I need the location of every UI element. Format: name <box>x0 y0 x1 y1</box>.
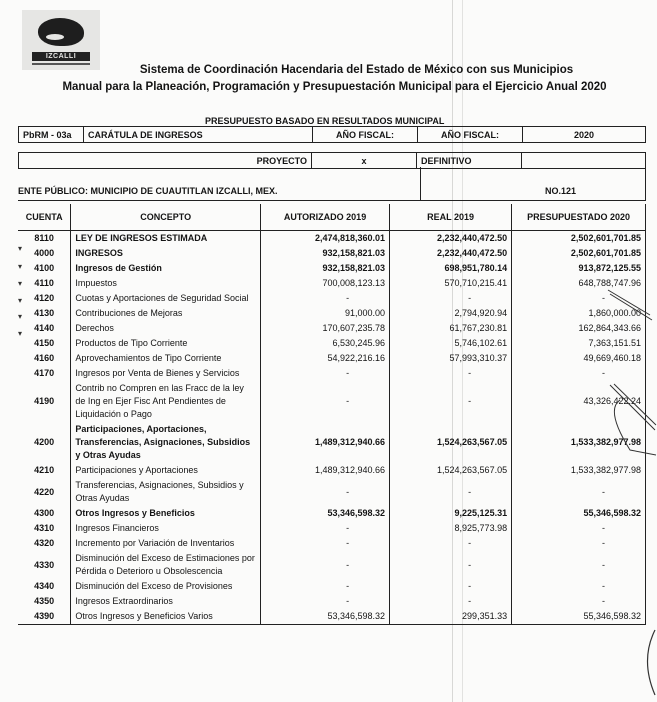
presupuestado-2020-cell: 1,860,000.00 <box>512 306 646 321</box>
divider <box>645 167 646 201</box>
table-row <box>18 261 646 276</box>
autorizado-2019-cell: - <box>260 579 389 594</box>
column-header-cuenta: CUENTA <box>18 204 71 231</box>
margin-tick-mark: ▾ <box>18 244 23 253</box>
real-2019-cell: 8,925,773.98 <box>390 521 512 536</box>
cuenta-cell: 4350 <box>34 596 55 606</box>
presupuestado-2020-cell: - <box>512 551 646 579</box>
real-2019-cell: - <box>390 381 512 422</box>
margin-tick-mark: ▾ <box>18 262 23 271</box>
cuenta-cell: 4100 <box>34 263 55 273</box>
table-row <box>18 246 646 261</box>
concepto-cell: Ingresos de Gestión <box>71 261 261 276</box>
concepto-cell: Contrib no Compren en las Fracc de la ley de Ing en Ejer Fisc Ant Pendientes de Liquidación o Pago <box>71 381 261 422</box>
real-2019-cell: 1,524,263,567.05 <box>390 422 512 463</box>
cuenta-cell: 4160 <box>34 353 55 363</box>
document-title: Sistema de Coordinación Hacendaria del Estado de México con sus Municipios <box>139 64 574 76</box>
income-table <box>18 204 646 625</box>
presupuestado-2020-cell: 2,502,601,701.85 <box>512 231 646 247</box>
divider <box>420 167 421 201</box>
autorizado-2019-cell: 1,489,312,940.66 <box>260 463 389 478</box>
cuenta-cell: 4310 <box>34 523 55 533</box>
real-2019-cell: 2,232,440,472.50 <box>390 246 512 261</box>
ente-number: NO.121 <box>545 186 577 196</box>
form-status-row <box>18 152 646 169</box>
cuenta-cell: 4130 <box>34 308 55 318</box>
cuenta-cell: 4190 <box>34 396 55 406</box>
margin-tick-mark: ▾ <box>18 279 23 288</box>
proyecto-label: PROYECTO <box>19 153 312 169</box>
autorizado-2019-cell: - <box>260 536 389 551</box>
table-row <box>18 276 646 291</box>
real-2019-cell: 1,524,263,567.05 <box>390 463 512 478</box>
section-title: PRESUPUESTO BASADO EN RESULTADOS MUNICIPAL <box>205 116 445 126</box>
municipal-logo <box>22 10 100 70</box>
table-row <box>18 579 646 594</box>
table-header-row <box>18 204 646 231</box>
proyecto-checkbox[interactable]: x <box>312 153 417 169</box>
presupuestado-2020-cell: 162,864,343.66 <box>512 321 646 336</box>
autorizado-2019-cell: - <box>260 551 389 579</box>
table-row <box>18 231 646 247</box>
margin-tick-mark: ▾ <box>18 296 23 305</box>
real-2019-cell: - <box>390 551 512 579</box>
cuenta-cell: 4210 <box>34 465 55 475</box>
concepto-cell: Ingresos por Venta de Bienes y Servicios <box>71 366 261 381</box>
real-2019-cell: - <box>390 536 512 551</box>
cuenta-cell: 4120 <box>34 293 55 303</box>
autorizado-2019-cell: - <box>260 594 389 609</box>
fiscal-year-value: 2020 <box>523 127 646 143</box>
presupuestado-2020-cell: 1,533,382,977.98 <box>512 463 646 478</box>
column-header-presupuestado-2020: PRESUPUESTADO 2020 <box>512 204 646 231</box>
concepto-cell: LEY DE INGRESOS ESTIMADA <box>71 231 261 247</box>
autorizado-2019-cell: - <box>260 291 389 306</box>
table-row <box>18 336 646 351</box>
table-row <box>18 463 646 478</box>
presupuestado-2020-cell: - <box>512 478 646 506</box>
presupuestado-2020-cell: 55,346,598.32 <box>512 609 646 625</box>
cuenta-cell: 4390 <box>18 609 71 625</box>
autorizado-2019-cell: 53,346,598.32 <box>260 609 389 625</box>
table-row <box>18 551 646 579</box>
ente-publico: ENTE PÚBLICO: MUNICIPIO DE CUAUTITLAN IZCALLI, MEX. <box>18 186 278 196</box>
margin-tick-mark: ▾ <box>18 312 23 321</box>
table-row <box>18 306 646 321</box>
cuenta-cell: 4000 <box>34 248 55 258</box>
presupuestado-2020-cell: 2,502,601,701.85 <box>512 246 646 261</box>
concepto-cell: Contribuciones de Mejoras <box>71 306 261 321</box>
presupuestado-2020-cell: - <box>512 594 646 609</box>
cuenta-cell: 4110 <box>34 278 54 288</box>
table-row <box>18 381 646 422</box>
concepto-cell: Ingresos Extraordinarios <box>71 594 261 609</box>
real-2019-cell: - <box>390 594 512 609</box>
autorizado-2019-cell: 54,922,216.16 <box>260 351 389 366</box>
concepto-cell: Participaciones y Aportaciones <box>71 463 261 478</box>
presupuestado-2020-cell: 55,346,598.32 <box>512 506 646 521</box>
divider <box>18 200 646 201</box>
autorizado-2019-cell: 6,530,245.96 <box>260 336 389 351</box>
concepto-cell: Incremento por Variación de Inventarios <box>71 536 261 551</box>
concepto-cell: Transferencias, Asignaciones, Subsidios y Otras Ayudas <box>71 478 261 506</box>
table-row <box>18 351 646 366</box>
autorizado-2019-cell: - <box>260 366 389 381</box>
concepto-cell: INGRESOS <box>71 246 261 261</box>
presupuestado-2020-cell: 49,669,460.18 <box>512 351 646 366</box>
cuenta-cell: 8110 <box>34 233 54 243</box>
real-2019-cell: - <box>390 291 512 306</box>
fiscal-year-label: AÑO FISCAL: <box>313 127 418 143</box>
presupuestado-2020-cell: - <box>512 536 646 551</box>
logo-emblem-icon <box>38 18 84 46</box>
presupuestado-2020-cell: 43,326,422.24 <box>512 381 646 422</box>
real-2019-cell: 570,710,215.41 <box>390 276 512 291</box>
form-code: PbRM - 03a <box>19 127 84 143</box>
autorizado-2019-cell: 932,158,821.03 <box>260 246 389 261</box>
real-2019-cell: 698,951,780.14 <box>390 261 512 276</box>
autorizado-2019-cell: 932,158,821.03 <box>260 261 389 276</box>
cuenta-cell: 4220 <box>34 486 55 497</box>
column-header-autorizado-2019: AUTORIZADO 2019 <box>260 204 389 231</box>
real-2019-cell: 57,993,310.37 <box>390 351 512 366</box>
concepto-cell: Participaciones, Aportaciones, Transferencias, Asignaciones, Subsidios y Otras Ayudas <box>71 422 261 463</box>
autorizado-2019-cell: - <box>260 381 389 422</box>
pen-annotation-marks <box>600 280 657 700</box>
real-2019-cell: - <box>390 579 512 594</box>
cuenta-cell: 4200 <box>34 437 55 447</box>
margin-tick-mark: ▾ <box>18 329 23 338</box>
logo-text: IZCALLI <box>32 52 90 61</box>
table-row <box>18 536 646 551</box>
fiscal-year-label: AÑO FISCAL: <box>418 127 523 143</box>
autorizado-2019-cell: 2,474,818,360.01 <box>260 231 389 247</box>
cuenta-cell: 4150 <box>34 338 55 348</box>
table-row <box>18 609 646 625</box>
table-row <box>18 366 646 381</box>
autorizado-2019-cell: 91,000.00 <box>260 306 389 321</box>
cuenta-cell: 4340 <box>34 581 55 591</box>
concepto-cell: Productos de Tipo Corriente <box>71 336 261 351</box>
autorizado-2019-cell: - <box>260 521 389 536</box>
autorizado-2019-cell: - <box>260 478 389 506</box>
concepto-cell: Otros Ingresos y Beneficios Varios <box>71 609 261 625</box>
presupuestado-2020-cell: 913,872,125.55 <box>512 261 646 276</box>
column-header-real-2019: REAL 2019 <box>390 204 512 231</box>
definitivo-checkbox[interactable] <box>522 153 646 169</box>
table-row <box>18 478 646 506</box>
table-row <box>18 521 646 536</box>
presupuestado-2020-cell: - <box>512 521 646 536</box>
autorizado-2019-cell: 1,489,312,940.66 <box>260 422 389 463</box>
presupuestado-2020-cell: 648,788,747.96 <box>512 276 646 291</box>
real-2019-cell: 299,351.33 <box>390 609 512 625</box>
real-2019-cell: - <box>390 366 512 381</box>
presupuestado-2020-cell: 7,363,151.51 <box>512 336 646 351</box>
concepto-cell: Derechos <box>71 321 261 336</box>
cuenta-cell: 4330 <box>34 559 55 570</box>
real-2019-cell: 9,225,125.31 <box>390 506 512 521</box>
table-row <box>18 291 646 306</box>
form-header-row <box>18 126 646 143</box>
table-row <box>18 506 646 521</box>
concepto-cell: Impuestos <box>71 276 261 291</box>
presupuestado-2020-cell: - <box>512 291 646 306</box>
cuenta-cell: 4300 <box>34 508 55 518</box>
table-row <box>18 594 646 609</box>
presupuestado-2020-cell: - <box>512 366 646 381</box>
concepto-cell: Otros Ingresos y Beneficios <box>71 506 261 521</box>
cuenta-cell: 4320 <box>34 538 55 548</box>
autorizado-2019-cell: 700,008,123.13 <box>260 276 389 291</box>
definitivo-label: DEFINITIVO <box>417 153 522 169</box>
table-row <box>18 321 646 336</box>
presupuestado-2020-cell: - <box>512 579 646 594</box>
real-2019-cell: - <box>390 478 512 506</box>
real-2019-cell: 61,767,230.81 <box>390 321 512 336</box>
table-row <box>18 422 646 463</box>
real-2019-cell: 5,746,102.61 <box>390 336 512 351</box>
concepto-cell: Ingresos Financieros <box>71 521 261 536</box>
document-subtitle: Manual para la Planeación, Programación y Presupuestación Municipal para el Ejercicio Anual 2020 <box>62 81 607 93</box>
concepto-cell: Disminución del Exceso de Provisiones <box>71 579 261 594</box>
concepto-cell: Aprovechamientos de Tipo Corriente <box>71 351 261 366</box>
autorizado-2019-cell: 53,346,598.32 <box>260 506 389 521</box>
cuenta-cell: 4170 <box>34 368 55 378</box>
column-header-concepto: CONCEPTO <box>71 204 261 231</box>
form-name: CARÁTULA DE INGRESOS <box>84 127 313 143</box>
presupuestado-2020-cell: 1,533,382,977.98 <box>512 422 646 463</box>
concepto-cell: Disminución del Exceso de Estimaciones por Pérdida o Deterioro u Obsolescencia <box>71 551 261 579</box>
real-2019-cell: 2,794,920.94 <box>390 306 512 321</box>
real-2019-cell: 2,232,440,472.50 <box>390 231 512 247</box>
cuenta-cell: 4140 <box>34 323 55 333</box>
concepto-cell: Cuotas y Aportaciones de Seguridad Social <box>71 291 261 306</box>
autorizado-2019-cell: 170,607,235.78 <box>260 321 389 336</box>
